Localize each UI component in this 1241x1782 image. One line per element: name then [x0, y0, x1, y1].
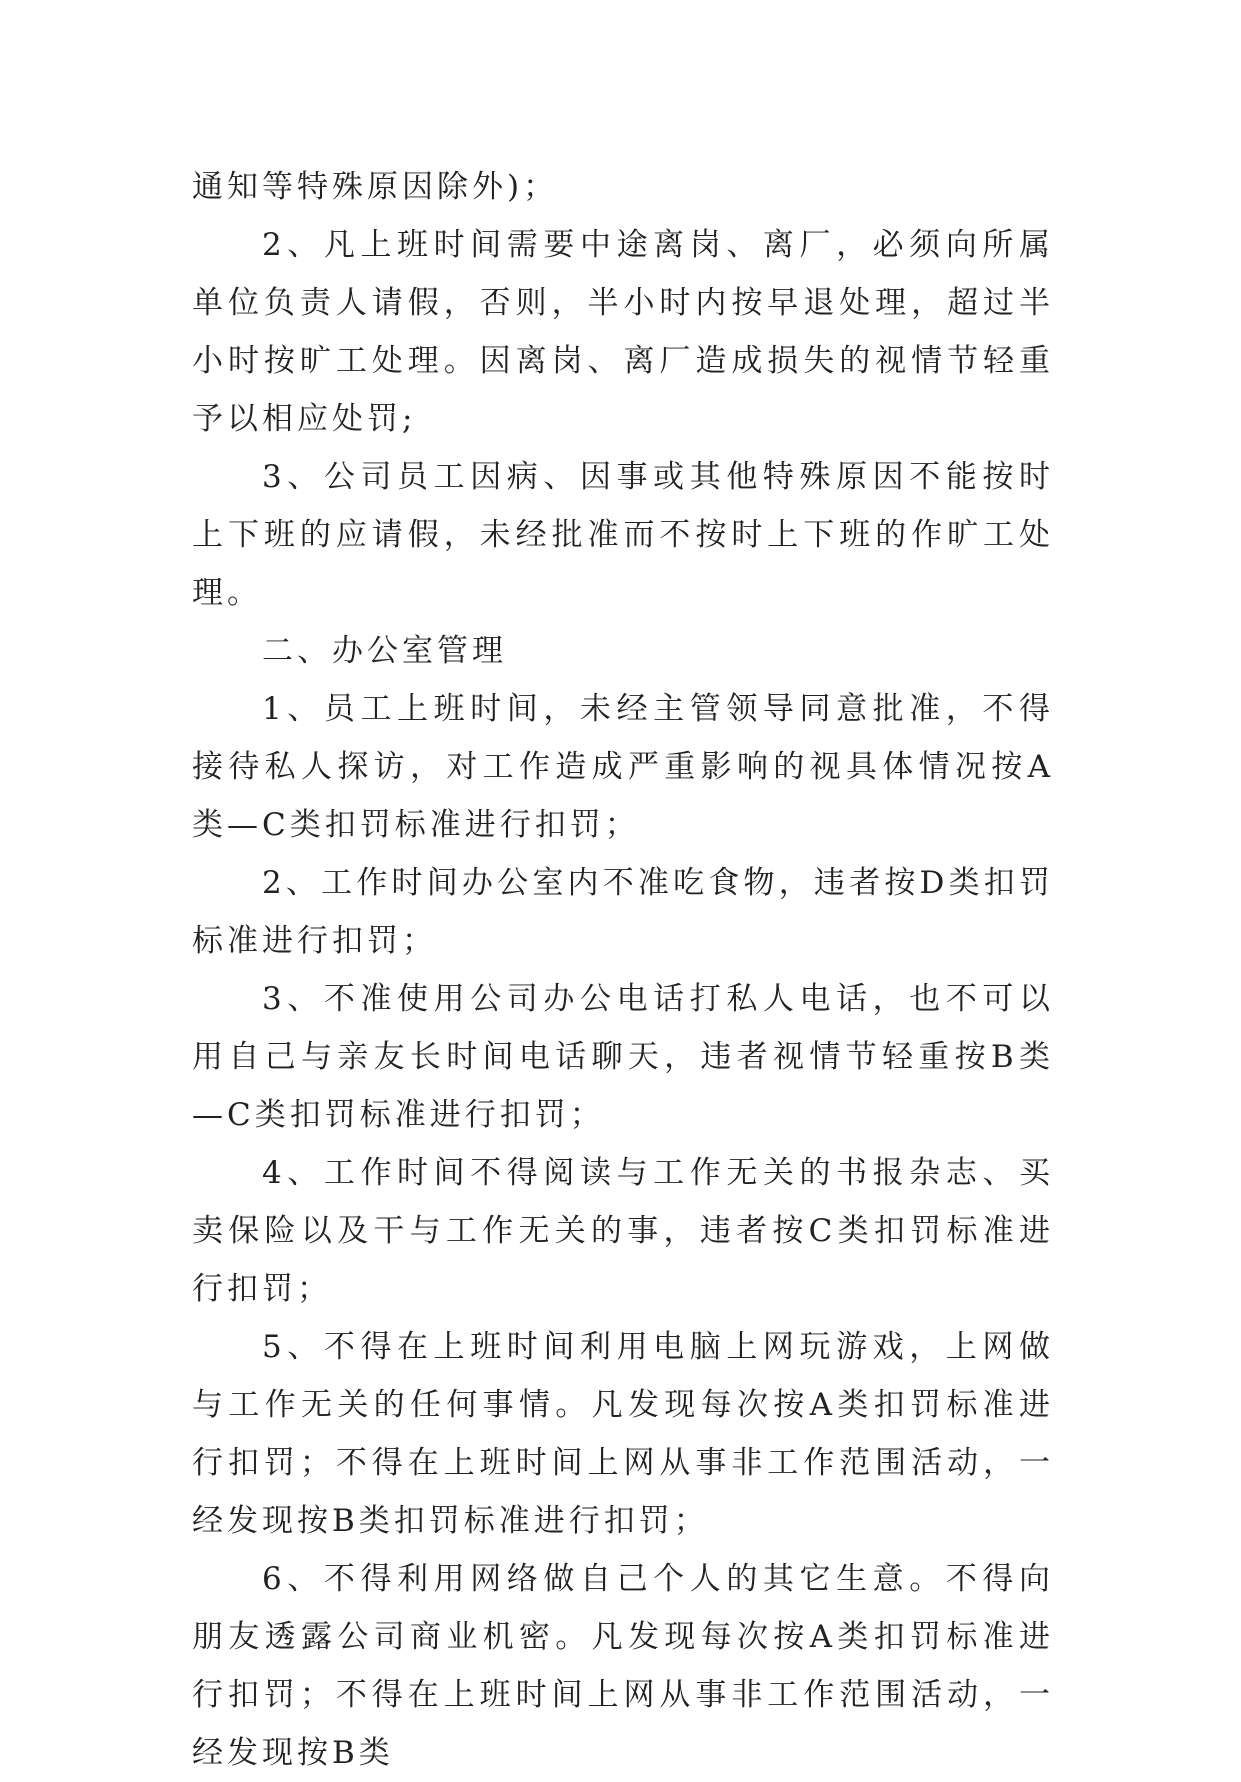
- section-heading-office-management: 二、办公室管理: [262, 633, 507, 669]
- paragraph-office-rule-1: 1、员工上班时间，未经主管领导同意批准，不得接待私人探访，对工作造成严重影响的视具体情况按A类—C类扣罚标准进行扣罚；: [192, 691, 1054, 843]
- paragraph-office-rule-4: 4、工作时间不得阅读与工作无关的书报杂志、买卖保险以及干与工作无关的事，违者按C类扣罚标准进行扣罚；: [192, 1155, 1054, 1307]
- paragraph-office-rule-3: 3、不准使用公司办公电话打私人电话，也不可以用自己与亲友长时间电话聊天，违者视情节轻重按B类—C类扣罚标准进行扣罚；: [192, 981, 1054, 1133]
- paragraph-office-rule-5: 5、不得在上班时间利用电脑上网玩游戏，上网做与工作无关的任何事情。凡发现每次按A类扣罚标准进行扣罚；不得在上班时间上网从事非工作范围活动，一经发现按B类扣罚标准进行扣罚；: [192, 1329, 1054, 1539]
- paragraph-office-rule-2: 2、工作时间办公室内不准吃食物，违者按D类扣罚标准进行扣罚；: [192, 865, 1054, 959]
- paragraph-rule-2-leave-post: 2、凡上班时间需要中途离岗、离厂，必须向所属单位负责人请假，否则，半小时内按早退处理，超过半小时按旷工处理。因离岗、离厂造成损失的视情节轻重予以相应处罚;: [192, 227, 1054, 437]
- paragraph-office-rule-6: 6、不得利用网络做自己个人的其它生意。不得向朋友透露公司商业机密。凡发现每次按A类扣罚标准进行扣罚；不得在上班时间上网从事非工作范围活动，一经发现按B类: [192, 1561, 1054, 1771]
- paragraph-rule-3-sick-leave: 3、公司员工因病、因事或其他特殊原因不能按时上下班的应请假，未经批准而不按时上下班的作旷工处理。: [192, 459, 1054, 611]
- document-body: [192, 158, 1054, 1782]
- paragraph-continuation: 通知等特殊原因除外)；: [192, 169, 559, 205]
